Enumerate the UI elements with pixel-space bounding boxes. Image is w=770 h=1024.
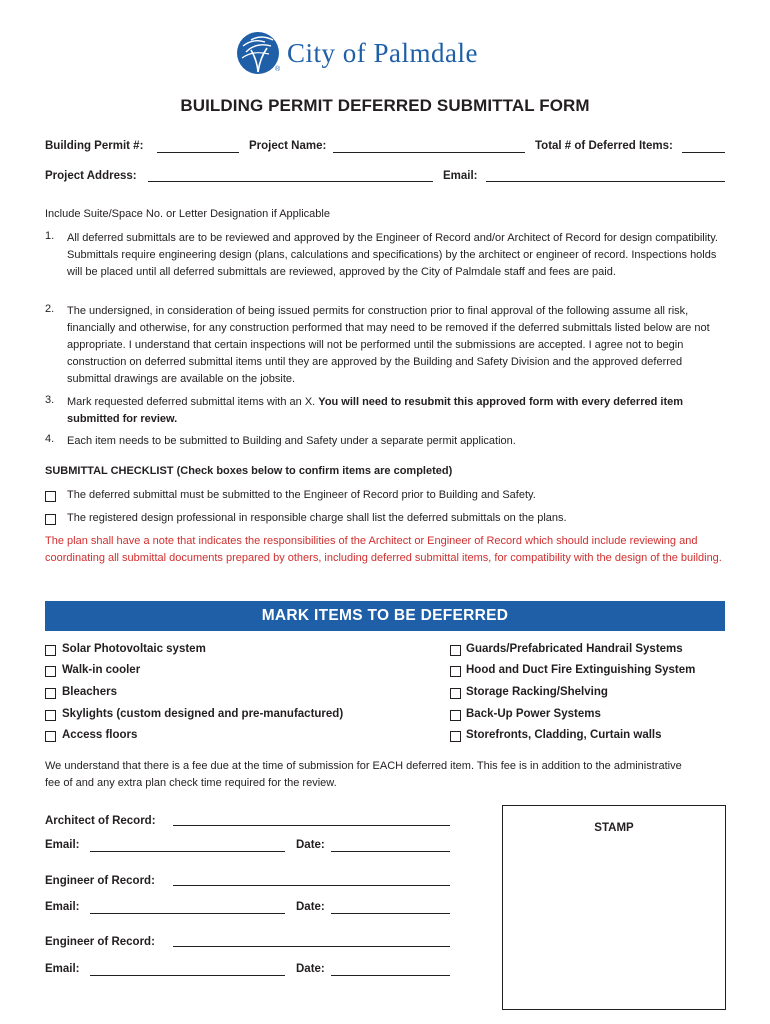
- paragraph-2: The undersigned, in consideration of being issued permits for construction prior to final approval of the following assume all risk, financially and otherwise, for any construction performed that may need to be removed if the deferred submittals listed below are not appropriate. I understand that certain inspections will not be performed until the submissions are accepted. I agree not to begin construction on deferred submittal items until they are approved by the Building and Safety Division and the approved deferred submittal drawings are available on the jobsite.: [67, 305, 710, 385]
- architect-email-field[interactable]: [90, 851, 285, 852]
- architect-label: Architect of Record:: [45, 815, 156, 827]
- item-number: 3.: [45, 394, 55, 406]
- item-checkbox[interactable]: [45, 731, 56, 742]
- include-note: Include Suite/Space No. or Letter Designation if Applicable: [45, 208, 330, 220]
- fee-note: We understand that there is a fee due at the time of submission for EACH deferred item. This fee is in addition to the administrative fee of and any extra plan check time required for the review.: [45, 760, 682, 789]
- architect-field[interactable]: [173, 825, 450, 826]
- item-checkbox[interactable]: [45, 645, 56, 656]
- project-address-field[interactable]: [148, 181, 433, 182]
- responsibility-note: The plan shall have a note that indicates the responsibilities of the Architect or Engineer of Record which should include reviewing and coordinating all submittal documents prepared by others, including deferred submittal items, for compatibility with the design of the building.: [45, 535, 722, 564]
- project-address-label: Project Address:: [45, 170, 137, 182]
- item-checkbox[interactable]: [450, 645, 461, 656]
- checklist-heading: SUBMITTAL CHECKLIST (Check boxes below to confirm items are completed): [45, 465, 453, 477]
- stamp-box: [502, 805, 726, 1010]
- item-checkbox[interactable]: [45, 710, 56, 721]
- paragraph-1: All deferred submittals are to be reviewed and approved by the Engineer of Record and/or Architect of Record for design compatibility. Submittals require engineering design (plans, calculations and specifications) by the architect or engineer of record. Inspections holds will be placed until all deferred submittals are reviewed, approved by the City of Palmdale staff and fees are paid.: [67, 232, 718, 278]
- item-number: 1.: [45, 230, 55, 242]
- engineer-email-label: Email:: [45, 901, 80, 913]
- engineer-2-date-field[interactable]: [331, 975, 450, 976]
- building-permit-field[interactable]: [157, 152, 239, 153]
- project-name-field[interactable]: [333, 152, 525, 153]
- item-checkbox[interactable]: [450, 710, 461, 721]
- engineer-date-field[interactable]: [331, 913, 450, 914]
- architect-date-label: Date:: [296, 839, 325, 851]
- project-name-label: Project Name:: [249, 140, 327, 152]
- item-checkbox[interactable]: [45, 666, 56, 677]
- item-label: Guards/Prefabricated Handrail Systems: [466, 643, 683, 655]
- engineer-2-email-field[interactable]: [90, 975, 285, 976]
- item-label: Back-Up Power Systems: [466, 708, 601, 720]
- checklist-checkbox[interactable]: [45, 491, 56, 502]
- item-label: Storage Racking/Shelving: [466, 686, 608, 698]
- city-logo: [237, 32, 537, 78]
- architect-date-field[interactable]: [331, 851, 450, 852]
- registered-mark: ®: [275, 66, 281, 73]
- paragraph-3: [67, 394, 727, 428]
- paragraph-3-bold: You will need to resubmit this approved form with every deferred item submitted for review.: [67, 396, 683, 425]
- checklist-item: The deferred submittal must be submitted to the Engineer of Record prior to Building and Safety.: [67, 489, 536, 501]
- engineer-field[interactable]: [173, 885, 450, 886]
- item-number: 4.: [45, 433, 55, 445]
- engineer-2-label: Engineer of Record:: [45, 936, 155, 948]
- email-label: Email:: [443, 170, 478, 182]
- palm-emblem-icon: [237, 32, 279, 74]
- engineer-2-date-label: Date:: [296, 963, 325, 975]
- logo-wordmark: City of Palmdale: [287, 38, 478, 68]
- item-label: Bleachers: [62, 686, 117, 698]
- engineer-date-label: Date:: [296, 901, 325, 913]
- email-field[interactable]: [486, 181, 725, 182]
- item-checkbox[interactable]: [45, 688, 56, 699]
- item-checkbox[interactable]: [450, 731, 461, 742]
- deferred-items-banner: MARK ITEMS TO BE DEFERRED: [45, 601, 725, 631]
- item-label: Walk-in cooler: [62, 664, 141, 676]
- stamp-label: STAMP: [594, 822, 634, 834]
- architect-email-label: Email:: [45, 839, 80, 851]
- checklist-item: The registered design professional in responsible charge shall list the deferred submittals on the plans.: [67, 512, 567, 524]
- total-deferred-label: Total # of Deferred Items:: [535, 140, 673, 152]
- item-checkbox[interactable]: [450, 688, 461, 699]
- engineer-email-field[interactable]: [90, 913, 285, 914]
- engineer-label: Engineer of Record:: [45, 875, 155, 887]
- item-number: 2.: [45, 303, 55, 315]
- form-title: BUILDING PERMIT DEFERRED SUBMITTAL FORM: [180, 96, 590, 115]
- item-label: Skylights (custom designed and pre-manufactured): [62, 708, 344, 720]
- building-permit-label: Building Permit #:: [45, 140, 144, 152]
- item-label: Access floors: [62, 729, 138, 741]
- engineer-2-field[interactable]: [173, 946, 450, 947]
- total-deferred-field[interactable]: [682, 152, 725, 153]
- checklist-checkbox[interactable]: [45, 514, 56, 525]
- paragraph-3-text: Mark requested deferred submittal items with an X.: [67, 396, 316, 408]
- engineer-2-email-label: Email:: [45, 963, 80, 975]
- item-label: Solar Photovoltaic system: [62, 643, 206, 655]
- item-checkbox[interactable]: [450, 666, 461, 677]
- item-label: Storefronts, Cladding, Curtain walls: [466, 729, 662, 741]
- item-label: Hood and Duct Fire Extinguishing System: [466, 664, 696, 676]
- paragraph-4: Each item needs to be submitted to Building and Safety under a separate permit application.: [67, 435, 516, 447]
